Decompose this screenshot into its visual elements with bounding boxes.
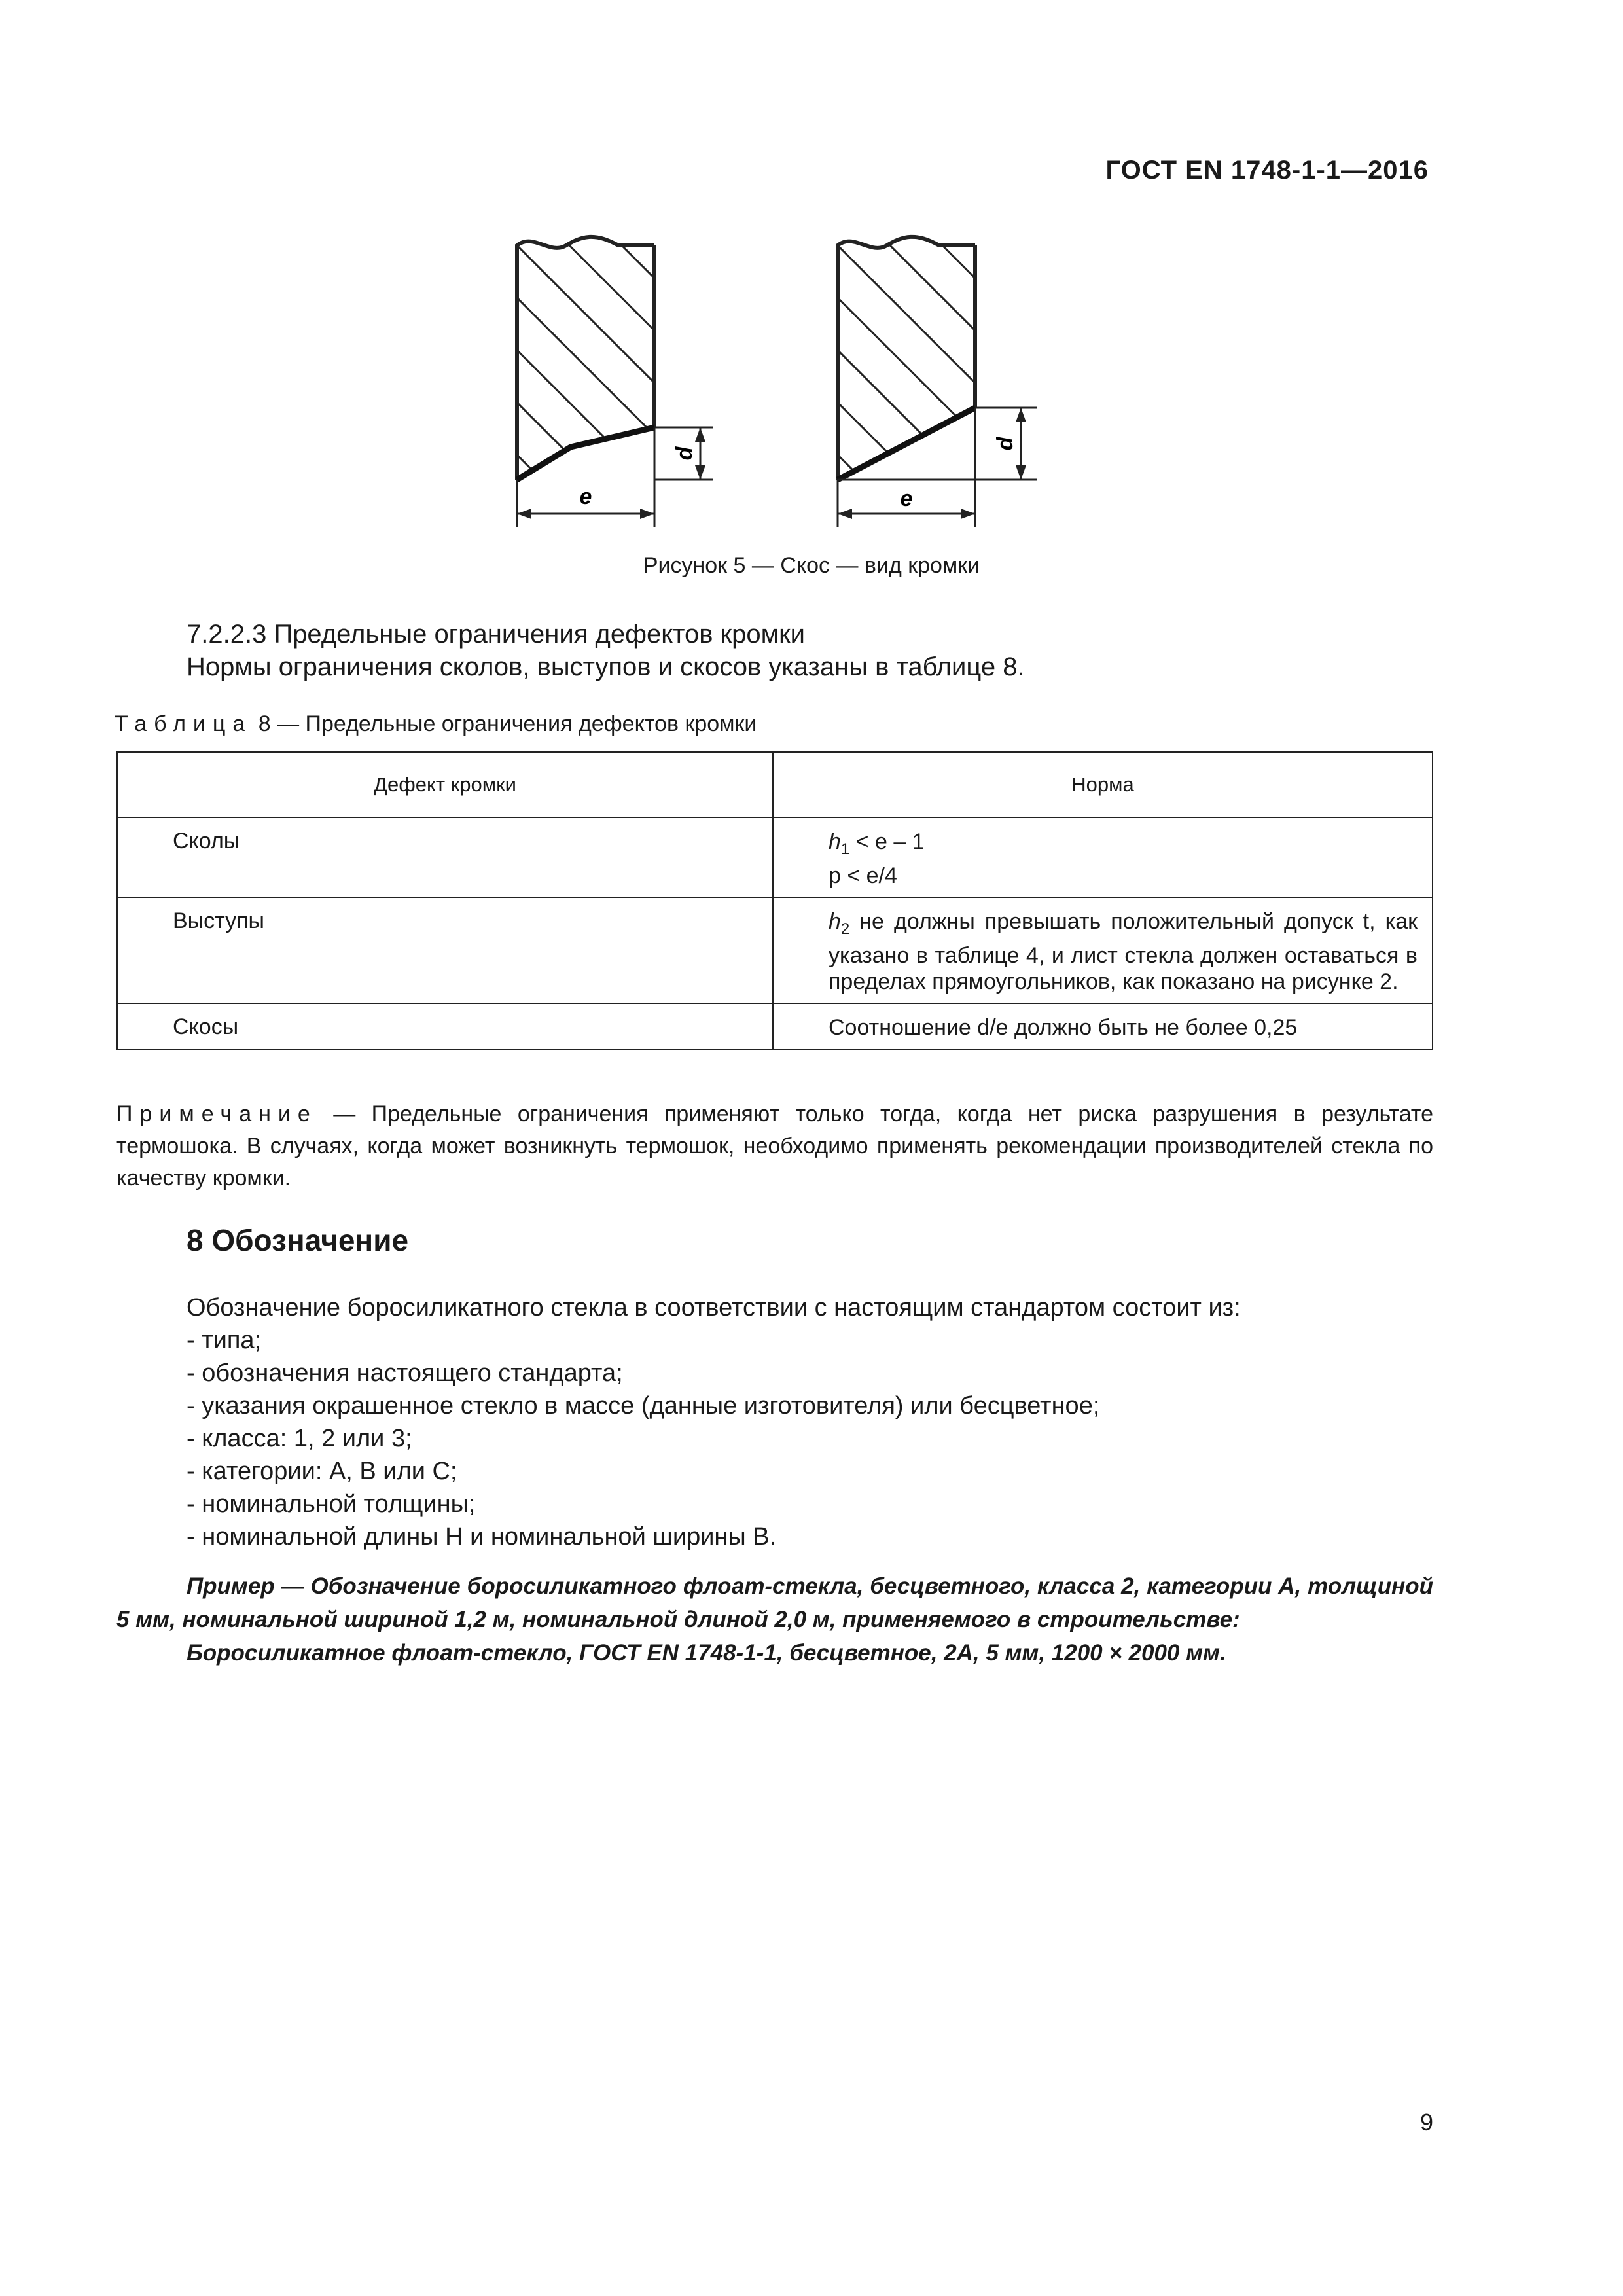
column-header-norm: Норма: [773, 752, 1433, 817]
section-title: 8 Обозначение: [187, 1223, 409, 1257]
column-header-defect: Дефект кромки: [117, 752, 773, 817]
defects-table: [116, 751, 1433, 1050]
right-dimension-d: d: [992, 437, 1018, 451]
norm-cell: [773, 897, 1433, 1003]
norm-cell: [773, 817, 1433, 897]
norm-formula-rest: < e – 1: [849, 829, 925, 854]
norm-formula-p: p < e/4: [829, 863, 897, 888]
table-header-row: [117, 752, 1433, 817]
list-item: - обозначения настоящего стандарта;: [187, 1359, 623, 1387]
defect-cell: Скосы: [117, 1003, 773, 1049]
page-number: 9: [1419, 2109, 1433, 2136]
table-row: [117, 817, 1433, 897]
table-caption-label: Таблица: [115, 711, 253, 736]
designation-list: [187, 1291, 1241, 1553]
defect-cell: Выступы: [117, 897, 773, 1003]
document-header: ГОСТ EN 1748-1-1—2016: [1105, 156, 1429, 185]
norm-formula-h1: [829, 829, 1418, 863]
norm-cell: Соотношение d/e должно быть не более 0,25: [773, 1003, 1433, 1049]
subsection-heading: 7.2.2.3 Предельные ограничения дефектов кромки: [187, 620, 805, 649]
example-block: [116, 1570, 1433, 1670]
list-item: - типа;: [187, 1327, 262, 1354]
list-item: - класса: 1, 2 или 3;: [187, 1425, 412, 1452]
right-edge-profile: [831, 226, 1067, 540]
right-dimension-e: e: [900, 486, 913, 511]
norm-formula-sub: 1: [840, 840, 850, 858]
table-note: [116, 1098, 1433, 1194]
list-item: - категории: A, B или C;: [187, 1458, 457, 1485]
note-label: Примечание: [116, 1102, 317, 1126]
figure-bevel-edge: [497, 226, 1067, 540]
list-intro: Обозначение боросиликатного стекла в соответствии с настоящим стандартом состоит из:: [187, 1294, 1241, 1321]
table-row: [117, 897, 1433, 1003]
table-caption: [115, 711, 757, 737]
left-dimension-d: d: [671, 446, 697, 461]
defect-cell: Сколы: [117, 817, 773, 897]
left-dimension-e: e: [579, 484, 592, 509]
norm-formula-var: h: [829, 908, 841, 934]
left-edge-profile: [510, 226, 838, 540]
note-text: — Предельные ограничения применяют только тогда, когда нет риска разрушения в результате термошока. В случаях, когда может возникнуть термошок, необходимо применять рекомендации производителей стекла по качеству кромки.: [116, 1102, 1433, 1191]
table-row: [117, 1003, 1433, 1049]
norm-formula-var: h: [829, 829, 841, 854]
figure-caption: Рисунок 5 — Скос — вид кромки: [643, 553, 980, 578]
example-designation: Боросиликатное флоат-стекло, ГОСТ EN 1748-1-1, бесцветное, 2А, 5 мм, 1200 × 2000 мм.: [187, 1640, 1226, 1666]
norm-formula-sub: 2: [840, 920, 850, 938]
subsection-text: Нормы ограничения сколов, выступов и скосов указаны в таблице 8.: [187, 653, 1025, 681]
list-item: - номинальной длины H и номинальной ширины B.: [187, 1523, 777, 1551]
list-item: - номинальной толщины;: [187, 1490, 476, 1518]
example-text: Пример — Обозначение боросиликатного флоат-стекла, бесцветного, класса 2, категории А, толщиной 5 мм, номинальной шириной 1,2 м, номинальной длиной 2,0 м, применяемого в строительстве:: [116, 1573, 1433, 1632]
norm-text: не должны превышать положительный допуск t, как указано в таблице 4, и лист стекла должен оставаться в пределах прямоугольников, как показано на рисунке 2.: [829, 908, 1418, 994]
list-item: - указания окрашенное стекло в массе (данные изготовителя) или бесцветное;: [187, 1392, 1100, 1420]
table-caption-title: 8 — Предельные ограничения дефектов кромки: [252, 711, 757, 736]
